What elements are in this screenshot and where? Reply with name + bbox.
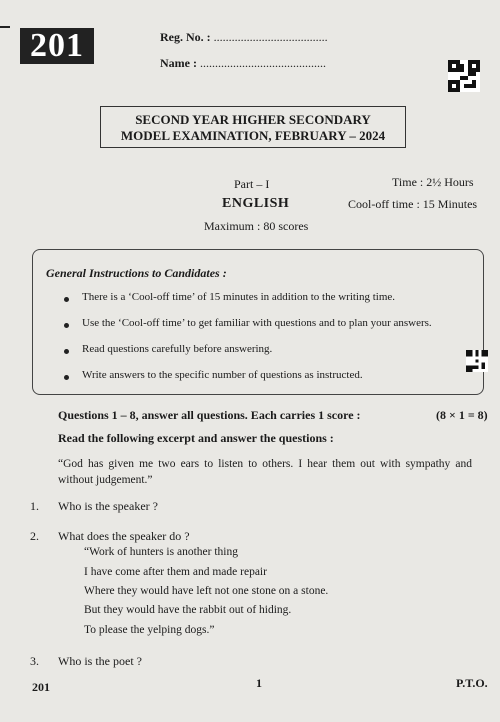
instructions-heading: General Instructions to Candidates : [46, 266, 227, 280]
bullet-icon [64, 375, 69, 380]
reg-no-field [160, 30, 328, 45]
maximum-score: Maximum : 80 scores [204, 219, 309, 233]
reg-no-dots: ...................................... [213, 30, 328, 44]
instruction-item: There is a ‘Cool-off time’ of 15 minutes in addition to the writing time. [82, 291, 396, 303]
question-number: 3. [30, 654, 39, 668]
paper-code-box: 201 [20, 28, 94, 64]
poem-line: To please the yelping dogs.” [84, 624, 215, 636]
exam-title-box [100, 106, 406, 148]
question-text: Who is the speaker ? [58, 499, 158, 513]
bullet-icon [64, 297, 69, 302]
bullet-icon [64, 349, 69, 354]
question-number: 2. [30, 529, 39, 543]
name-field [160, 56, 326, 71]
subject-title: ENGLISH [222, 196, 290, 211]
exam-title-line2: MODEL EXAMINATION, FEBRUARY – 2024 [120, 128, 386, 143]
name-label: Name : [160, 56, 197, 70]
time-label: Time : 2½ Hours [392, 175, 474, 189]
name-dots: .......................................... [199, 56, 326, 70]
poem-line: “Work of hunters is another thing [84, 546, 238, 558]
excerpt-text: “God has given me two ears to listen to others. I hear them out with sympathy and without judgement.” [58, 458, 472, 486]
instruction-item: Use the ‘Cool-off time’ to get familiar with questions and to plan your answers. [82, 317, 432, 329]
page-number: 1 [256, 676, 262, 690]
question-text: What does the speaker do ? [58, 529, 190, 543]
qr-code-icon [448, 60, 480, 92]
section-marks: (8 × 1 = 8) [436, 408, 488, 422]
corner-mark [0, 26, 10, 28]
read-instruction: Read the following excerpt and answer the questions : [58, 431, 334, 445]
bullet-icon [64, 323, 69, 328]
poem-line: I have come after them and made repair [84, 566, 267, 578]
cooloff-label: Cool-off time : 15 Minutes [348, 197, 478, 211]
section-heading: Questions 1 – 8, answer all questions. Each carries 1 score : [58, 408, 361, 422]
footer-code: 201 [32, 680, 50, 694]
small-qr-code-icon [466, 350, 488, 372]
question-number: 1. [30, 499, 39, 513]
reg-no-label: Reg. No. : [160, 30, 211, 44]
exam-title-line1: SECOND YEAR HIGHER SECONDARY [135, 112, 371, 127]
pto-label: P.T.O. [456, 676, 488, 690]
poem-line: But they would have the rabbit out of hiding. [84, 604, 292, 616]
instruction-item: Write answers to the specific number of questions as instructed. [82, 369, 363, 381]
poem-line: Where they would have left not one stone on a stone. [84, 585, 329, 597]
question-text: Who is the poet ? [58, 654, 142, 668]
instruction-item: Read questions carefully before answering. [82, 343, 273, 355]
part-label: Part – I [234, 177, 270, 191]
